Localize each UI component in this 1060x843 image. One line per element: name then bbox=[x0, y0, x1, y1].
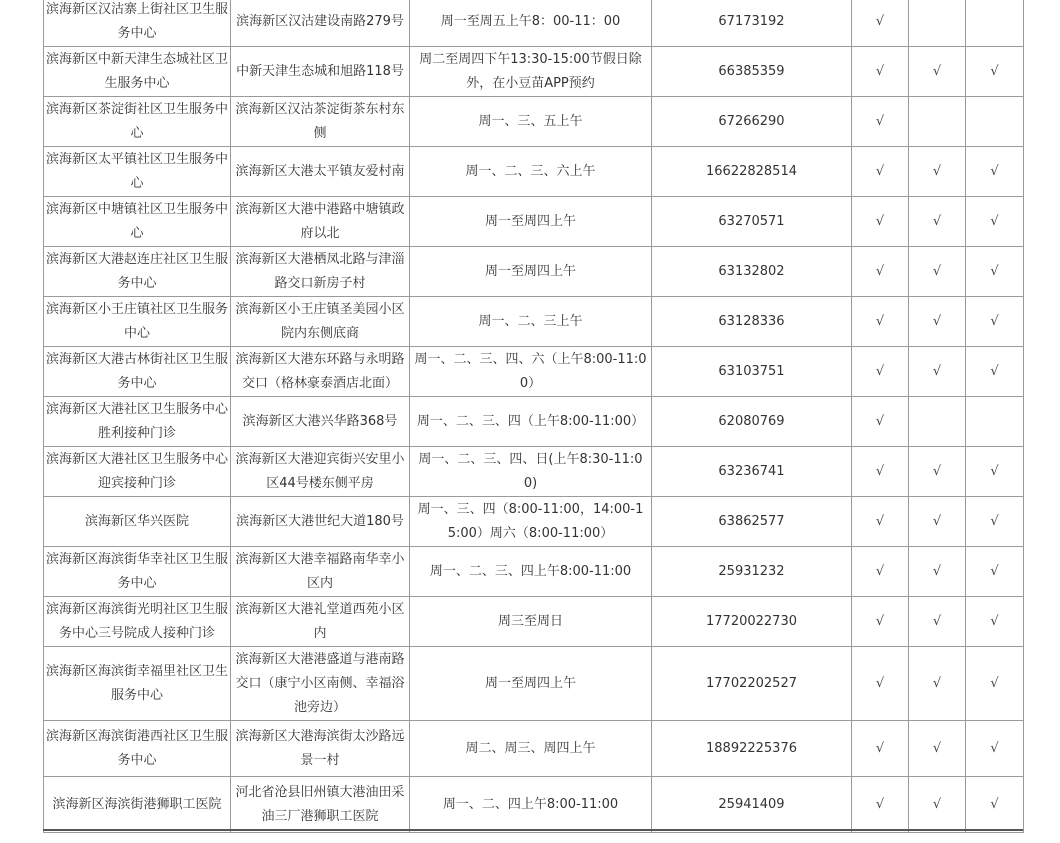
site-address-cell: 滨海新区大港迎宾街兴安里小区44号楼东侧平房 bbox=[231, 447, 410, 497]
site-name-cell: 滨海新区汉沽寨上街社区卫生服务中心 bbox=[44, 0, 231, 47]
table-row bbox=[44, 397, 1024, 447]
service-hours-cell: 周一、二、三、四（上午8:00-11:00） bbox=[410, 397, 652, 447]
site-address-cell: 中新天津生态城和旭路118号 bbox=[231, 47, 410, 97]
service-hours-cell: 周一、二、三、四、日(上午8:30-11:00) bbox=[410, 447, 652, 497]
phone-number-cell: 63132802 bbox=[652, 247, 852, 297]
site-address-cell: 滨海新区汉沽建设南路279号 bbox=[231, 0, 410, 47]
site-address-cell: 滨海新区大港港盛道与港南路交口（康宁小区南侧、幸福浴池旁边） bbox=[231, 647, 410, 721]
site-name-cell: 滨海新区海滨街幸福里社区卫生服务中心 bbox=[44, 647, 231, 721]
site-name-cell: 滨海新区海滨街光明社区卫生服务中心三号院成人接种门诊 bbox=[44, 597, 231, 647]
check-cell-2: √ bbox=[909, 547, 966, 597]
check-cell-2: √ bbox=[909, 777, 966, 833]
check-cell-3: √ bbox=[966, 777, 1024, 833]
check-cell-3 bbox=[966, 397, 1024, 447]
phone-number-cell: 63862577 bbox=[652, 497, 852, 547]
table-row bbox=[44, 777, 1024, 833]
check-cell-2: √ bbox=[909, 47, 966, 97]
check-cell-1: √ bbox=[852, 147, 909, 197]
check-cell-1: √ bbox=[852, 777, 909, 833]
check-cell-3: √ bbox=[966, 247, 1024, 297]
check-cell-3: √ bbox=[966, 597, 1024, 647]
table-row bbox=[44, 447, 1024, 497]
check-cell-2: √ bbox=[909, 647, 966, 721]
phone-number-cell: 63103751 bbox=[652, 347, 852, 397]
table-row bbox=[44, 197, 1024, 247]
site-name-cell: 滨海新区中塘镇社区卫生服务中心 bbox=[44, 197, 231, 247]
table-row bbox=[44, 97, 1024, 147]
site-name-cell: 滨海新区小王庄镇社区卫生服务中心 bbox=[44, 297, 231, 347]
check-cell-2: √ bbox=[909, 347, 966, 397]
check-cell-1: √ bbox=[852, 397, 909, 447]
site-address-cell: 滨海新区大港礼堂道西苑小区内 bbox=[231, 597, 410, 647]
service-hours-cell: 周一、二、四上午8:00-11:00 bbox=[410, 777, 652, 833]
phone-number-cell: 67173192 bbox=[652, 0, 852, 47]
service-hours-cell: 周二至周四下午13:30-15:00节假日除外，在小豆苗APP预约 bbox=[410, 47, 652, 97]
site-address-cell: 滨海新区大港太平镇友爱村南 bbox=[231, 147, 410, 197]
site-name-cell: 滨海新区大港社区卫生服务中心胜利接种门诊 bbox=[44, 397, 231, 447]
site-name-cell: 滨海新区中新天津生态城社区卫生服务中心 bbox=[44, 47, 231, 97]
service-hours-cell: 周一至周四上午 bbox=[410, 647, 652, 721]
service-hours-cell: 周一、三、五上午 bbox=[410, 97, 652, 147]
table-row bbox=[44, 297, 1024, 347]
check-cell-1: √ bbox=[852, 647, 909, 721]
check-cell-1: √ bbox=[852, 347, 909, 397]
check-cell-2 bbox=[909, 0, 966, 47]
site-address-cell: 滨海新区大港东环路与永明路交口（格林豪泰酒店北面） bbox=[231, 347, 410, 397]
site-address-cell: 滨海新区大港海滨街太沙路远景一村 bbox=[231, 721, 410, 777]
phone-number-cell: 25931232 bbox=[652, 547, 852, 597]
phone-number-cell: 66385359 bbox=[652, 47, 852, 97]
table-row bbox=[44, 647, 1024, 721]
service-hours-cell: 周二、周三、周四上午 bbox=[410, 721, 652, 777]
phone-number-cell: 63270571 bbox=[652, 197, 852, 247]
check-cell-3: √ bbox=[966, 347, 1024, 397]
vaccination-site-table-container bbox=[43, 0, 1023, 833]
check-cell-2: √ bbox=[909, 297, 966, 347]
site-name-cell: 滨海新区海滨街华幸社区卫生服务中心 bbox=[44, 547, 231, 597]
site-name-cell: 滨海新区大港社区卫生服务中心迎宾接种门诊 bbox=[44, 447, 231, 497]
table-bottom-border bbox=[43, 829, 1023, 831]
check-cell-1: √ bbox=[852, 97, 909, 147]
check-cell-3: √ bbox=[966, 721, 1024, 777]
check-cell-3: √ bbox=[966, 547, 1024, 597]
check-cell-2: √ bbox=[909, 497, 966, 547]
site-address-cell: 滨海新区小王庄镇圣美园小区院内东侧底商 bbox=[231, 297, 410, 347]
check-cell-2 bbox=[909, 97, 966, 147]
site-name-cell: 滨海新区茶淀街社区卫生服务中心 bbox=[44, 97, 231, 147]
table-row bbox=[44, 0, 1024, 47]
check-cell-1: √ bbox=[852, 47, 909, 97]
check-cell-3 bbox=[966, 0, 1024, 47]
table-row bbox=[44, 47, 1024, 97]
phone-number-cell: 25941409 bbox=[652, 777, 852, 833]
check-cell-3: √ bbox=[966, 47, 1024, 97]
table-row bbox=[44, 597, 1024, 647]
site-name-cell: 滨海新区海滨街港西社区卫生服务中心 bbox=[44, 721, 231, 777]
check-cell-2: √ bbox=[909, 721, 966, 777]
table-row bbox=[44, 497, 1024, 547]
check-cell-2: √ bbox=[909, 447, 966, 497]
site-address-cell: 河北省沧县旧州镇大港油田采油三厂港狮职工医院 bbox=[231, 777, 410, 833]
check-cell-3: √ bbox=[966, 497, 1024, 547]
check-cell-1: √ bbox=[852, 721, 909, 777]
site-address-cell: 滨海新区大港幸福路南华幸小区内 bbox=[231, 547, 410, 597]
check-cell-3: √ bbox=[966, 197, 1024, 247]
vaccination-site-table bbox=[43, 0, 1024, 833]
check-cell-1: √ bbox=[852, 447, 909, 497]
check-cell-2: √ bbox=[909, 597, 966, 647]
table-body bbox=[44, 0, 1024, 833]
site-name-cell: 滨海新区大港古林街社区卫生服务中心 bbox=[44, 347, 231, 397]
check-cell-1: √ bbox=[852, 597, 909, 647]
table-row bbox=[44, 347, 1024, 397]
phone-number-cell: 67266290 bbox=[652, 97, 852, 147]
check-cell-3: √ bbox=[966, 147, 1024, 197]
service-hours-cell: 周一、二、三、四、六（上午8:00-11:00） bbox=[410, 347, 652, 397]
check-cell-2: √ bbox=[909, 197, 966, 247]
phone-number-cell: 17702202527 bbox=[652, 647, 852, 721]
table-row bbox=[44, 547, 1024, 597]
phone-number-cell: 63128336 bbox=[652, 297, 852, 347]
site-address-cell: 滨海新区大港栖凤北路与津淄路交口新房子村 bbox=[231, 247, 410, 297]
service-hours-cell: 周一至周四上午 bbox=[410, 197, 652, 247]
service-hours-cell: 周一、二、三、四上午8:00-11:00 bbox=[410, 547, 652, 597]
check-cell-1: √ bbox=[852, 497, 909, 547]
service-hours-cell: 周一、三、四（8:00-11:00，14:00-15:00）周六（8:00-11:00） bbox=[410, 497, 652, 547]
table-row bbox=[44, 247, 1024, 297]
site-name-cell: 滨海新区海滨街港狮职工医院 bbox=[44, 777, 231, 833]
site-address-cell: 滨海新区大港中港路中塘镇政府以北 bbox=[231, 197, 410, 247]
site-name-cell: 滨海新区太平镇社区卫生服务中心 bbox=[44, 147, 231, 197]
check-cell-3: √ bbox=[966, 647, 1024, 721]
site-address-cell: 滨海新区大港世纪大道180号 bbox=[231, 497, 410, 547]
phone-number-cell: 18892225376 bbox=[652, 721, 852, 777]
check-cell-3 bbox=[966, 97, 1024, 147]
service-hours-cell: 周一、二、三上午 bbox=[410, 297, 652, 347]
check-cell-2 bbox=[909, 397, 966, 447]
check-cell-1: √ bbox=[852, 197, 909, 247]
site-address-cell: 滨海新区大港兴华路368号 bbox=[231, 397, 410, 447]
check-cell-1: √ bbox=[852, 297, 909, 347]
check-cell-1: √ bbox=[852, 0, 909, 47]
service-hours-cell: 周一、二、三、六上午 bbox=[410, 147, 652, 197]
check-cell-1: √ bbox=[852, 547, 909, 597]
table-row bbox=[44, 721, 1024, 777]
service-hours-cell: 周一至周五上午8：00-11：00 bbox=[410, 0, 652, 47]
table-row bbox=[44, 147, 1024, 197]
phone-number-cell: 63236741 bbox=[652, 447, 852, 497]
service-hours-cell: 周一至周四上午 bbox=[410, 247, 652, 297]
service-hours-cell: 周三至周日 bbox=[410, 597, 652, 647]
phone-number-cell: 16622828514 bbox=[652, 147, 852, 197]
check-cell-2: √ bbox=[909, 247, 966, 297]
check-cell-2: √ bbox=[909, 147, 966, 197]
phone-number-cell: 62080769 bbox=[652, 397, 852, 447]
site-name-cell: 滨海新区大港赵连庄社区卫生服务中心 bbox=[44, 247, 231, 297]
phone-number-cell: 17720022730 bbox=[652, 597, 852, 647]
site-name-cell: 滨海新区华兴医院 bbox=[44, 497, 231, 547]
check-cell-3: √ bbox=[966, 297, 1024, 347]
check-cell-1: √ bbox=[852, 247, 909, 297]
check-cell-3: √ bbox=[966, 447, 1024, 497]
site-address-cell: 滨海新区汉沽茶淀街茶东村东侧 bbox=[231, 97, 410, 147]
